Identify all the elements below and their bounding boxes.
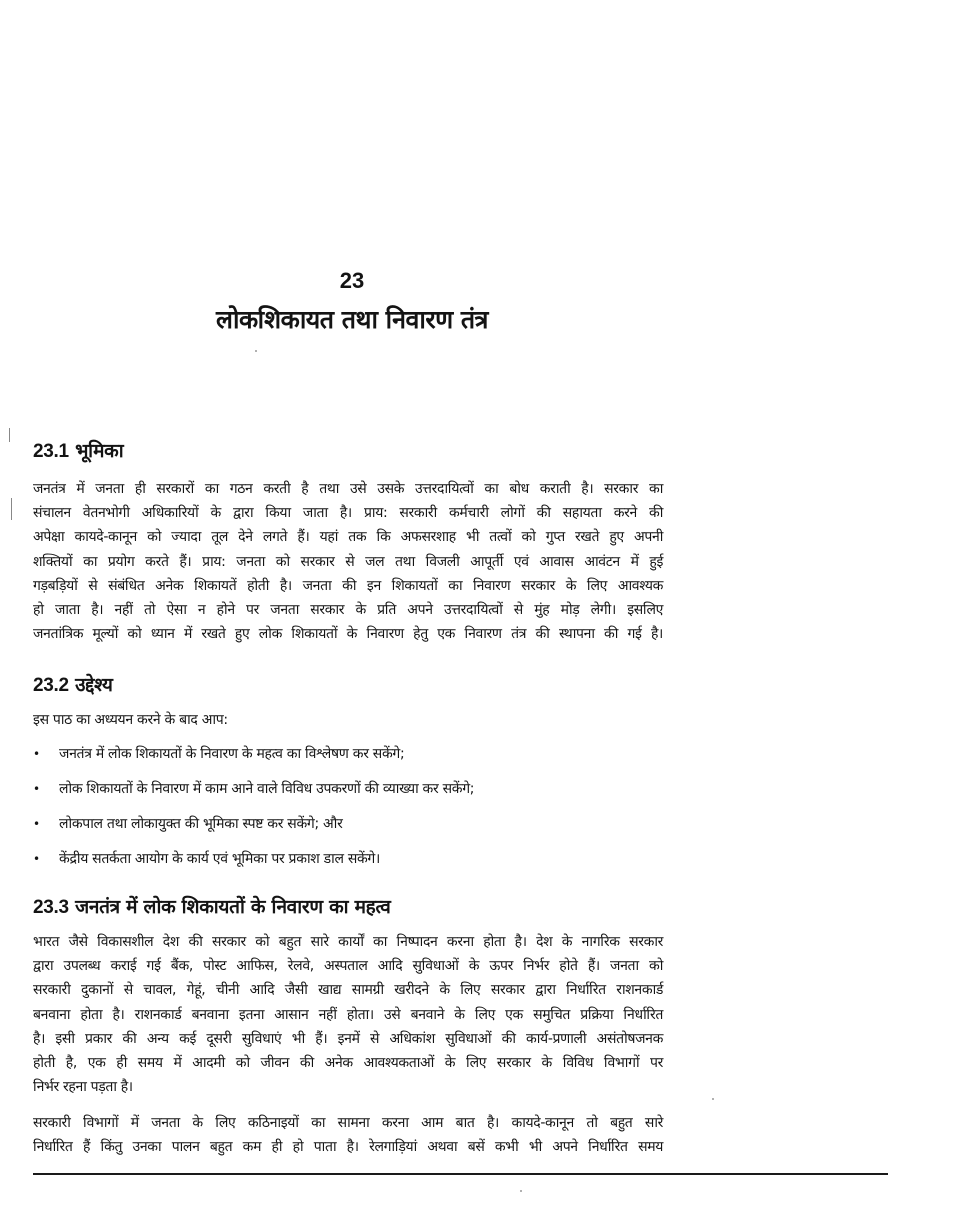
paragraph-line: सरकारी दुकानों से चावल, गेहूं, चीनी आदि जैसी खाद्य सामग्री खरीदने के लिए सरकार द्वारा निर्धारित राशनकार्ड xyxy=(33,982,663,999)
list-item-text: लोकपाल तथा लोकायुक्त की भूमिका स्पष्ट कर सकेंगे; और xyxy=(59,816,343,832)
list-item-text: लोक शिकायतों के निवारण में काम आने वाले विविध उपकरणों की व्याख्या कर सकेंगे; xyxy=(59,781,475,797)
importance-paragraph-2 xyxy=(33,1111,663,1159)
chapter-number: 23 xyxy=(339,268,365,293)
scan-speck xyxy=(520,1190,522,1192)
paragraph-line: जनतंत्र में जनता ही सरकारों का गठन करती है तथा उसे उसके उत्तरदायित्वों का बोध कराती है। सरकार का xyxy=(33,481,663,497)
paragraph-line: होती है, एक ही समय में आदमी को जीवन की अनेक आवश्यकताओं के लिए सरकार के विविध विभागों पर xyxy=(33,1055,663,1072)
section-heading-23-3 xyxy=(33,893,390,919)
paragraph-line: सरकारी विभागों में जनता के लिए कठिनाइयों का सामना करना आम बात है। कायदे-कानून तो बहुत सारे xyxy=(33,1115,663,1131)
bullet-icon: • xyxy=(33,817,40,831)
section-number: 23.1 xyxy=(33,441,69,462)
list-item-text: केंद्रीय सतर्कता आयोग के कार्य एवं भूमिका पर प्रकाश डाल सकेंगे। xyxy=(59,851,381,867)
paragraph-line: बनवाना होता है। राशनकार्ड बनवाना इतना आसान नहीं होता। उसे बनवाने के लिए एक समुचित प्रक्रिया निर्धारित xyxy=(33,1006,663,1023)
paragraph-line: है। इसी प्रकार की अन्य कई दूसरी सुविधाएं भी हैं। इनमें से अधिकांश सुविधाओं की कार्य-प्रणाली असंतोषजनक xyxy=(33,1030,663,1047)
list-item xyxy=(33,847,474,882)
margin-mark xyxy=(9,428,10,442)
paragraph-line: संचालन वेतनभोगी अधिकारियों के द्वारा किया जाता है। प्राय: सरकारी कर्मचारी लोगों की सहायता करने की xyxy=(33,505,663,522)
bullet-icon: • xyxy=(33,747,40,761)
scan-speck xyxy=(712,1098,714,1100)
footer-rule xyxy=(33,1173,888,1175)
paragraph-line: जनतांत्रिक मूल्यों को ध्यान में रखते हुए लोक शिकायतों के निवारण हेतु एक निवारण तंत्र की स्थापना की गई है। xyxy=(33,626,663,643)
list-item xyxy=(33,742,474,777)
margin-mark xyxy=(11,498,12,520)
bullet-icon: • xyxy=(33,852,40,866)
paragraph-line: गड़बड़ियों से संबंधित अनेक शिकायतें होती है। जनता की इन शिकायतों का निवारण सरकार के लिए आवश्यक xyxy=(33,577,663,594)
section-title: उद्देश्य xyxy=(75,674,113,696)
paragraph-line: भारत जैसे विकासशील देश की सरकार को बहुत सारे कार्यों का निष्पादन करना होता है। देश के नागरिक सरकार xyxy=(33,934,663,950)
intro-paragraph xyxy=(33,477,663,646)
section-heading-23-2 xyxy=(33,671,113,697)
paragraph-line: हो जाता है। नहीं तो ऐसा न होने पर जनता सरकार के प्रति अपने उत्तरदायित्वों से मुंह मोड़ लेगी। इसलिए xyxy=(33,602,663,619)
objectives-list xyxy=(33,742,474,882)
paragraph-line: द्वारा उपलब्ध कराई गई बैंक, पोस्ट आफिस, रेलवे, अस्पताल आदि सुविधाओं के ऊपर निर्भर होते हैं। जनता को xyxy=(33,958,663,975)
section-number: 23.3 xyxy=(33,897,69,918)
chapter-title: लोकशिकायत तथा निवारण तंत्र xyxy=(216,305,488,334)
list-item-text: जनतंत्र में लोक शिकायतों के निवारण के महत्व का विश्लेषण कर सकेंगे; xyxy=(59,746,405,762)
paragraph-line: शक्तियों का प्रयोग करते हैं। प्राय: जनता को सरकार से जल तथा विजली आपूर्ती एवं आवास आवंटन में हुई xyxy=(33,553,663,570)
paragraph-line: निर्भर रहना पड़ता है। xyxy=(33,1079,133,1096)
paragraph-line: अपेक्षा कायदे-कानून को ज्यादा तूल देने लगते हैं। यहां तक कि अफसरशाह भी तत्वों को गुप्त रखते हुए अपनी xyxy=(33,529,663,546)
section-number: 23.2 xyxy=(33,675,69,696)
scan-speck xyxy=(255,350,257,352)
importance-paragraph-1 xyxy=(33,930,663,1099)
section-title: भूमिका xyxy=(75,440,124,462)
list-item xyxy=(33,812,474,847)
section-title: जनतंत्र में लोक शिकायतों के निवारण का महत्व xyxy=(75,896,391,918)
bullet-icon: • xyxy=(33,782,40,796)
paragraph-line: निर्धारित हैं किंतु उनका पालन बहुत कम ही हो पाता है। रेलगाड़ियां अथवा बसें कभी भी अपने निर्धारित समय xyxy=(33,1139,663,1156)
objectives-intro: इस पाठ का अध्ययन करने के बाद आप: xyxy=(33,712,228,728)
section-heading-23-1 xyxy=(33,437,123,463)
list-item xyxy=(33,777,474,812)
